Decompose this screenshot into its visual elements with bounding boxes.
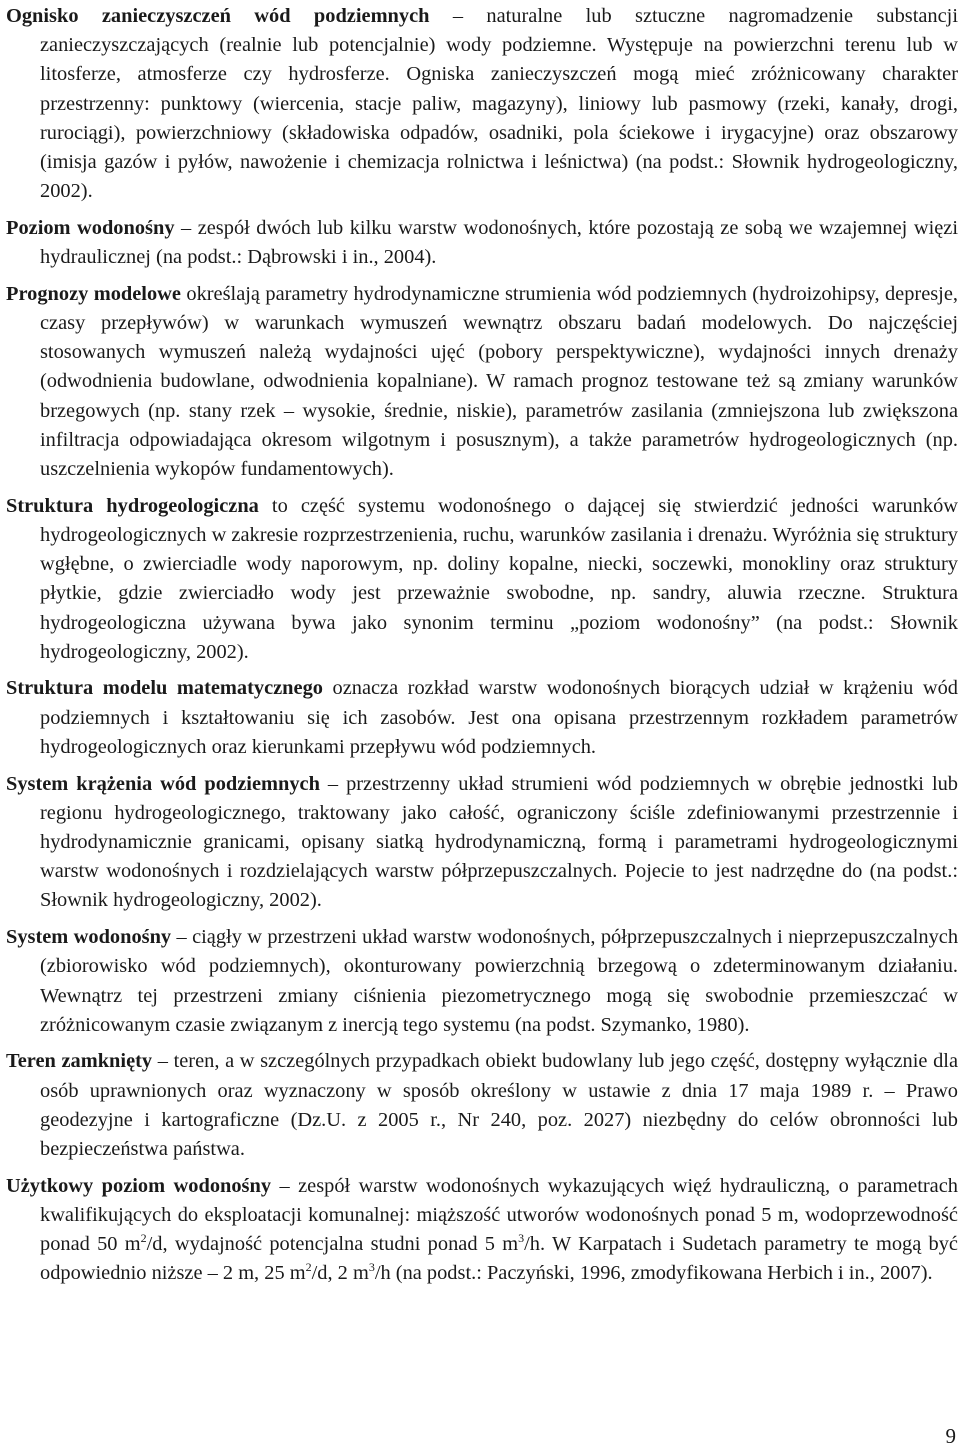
entry-definition: – zespół warstw wodonośnych wykazujących więź hydrauliczną, o parametrach kwalifikujących do eksploatacji komunalnej: miąższość utworów wodonośnych ponad 5 m, wodoprzewodność ponad 50 m [40, 1174, 958, 1256]
entry-definition: określają parametry hydrodynamiczne strumienia wód podziemnych (hydroizohipsy, depresje, czasy przepływów) w warunkach wymuszeń wewnątrz obszaru badań modelowych. Do najczęściej stosowanych wymuszeń należą wydajności ujęć (pobory perspektywiczne), wydajności innych drenaży (odwodnienia budowlane, odwodnienia kopalniane). W ramach prognoz testowane też są zmiany warunków brzegowych (np. stany rzek – wysokie, średnie, niskie), parametrów zasilania (zmniejszona lub zwiększona infiltracja odpowiadająca okresom wilgotnym i posusznym), a także parametrów hydrogeologicznych (np. uszczelnienia wykopów fundamentowych). [40, 282, 958, 481]
entry-term: Prognozy modelowe [6, 282, 181, 305]
entry-definition: /d, 2 m [311, 1262, 369, 1285]
glossary-entry [6, 923, 958, 1040]
entry-definition: – teren, a w szczególnych przypadkach obiekt budowlany lub jego część, dostępny wyłącznie dla osób uprawnionych oraz wyznaczony w sposób określony w ustawie z dnia 17 maja 1989 r. – Prawo geodezyjne i kartograficzne (Dz.U. z 2005 r., Nr 240, poz. 2027) niezbędny do celów obronności lub bezpieczeństwa państwa. [40, 1050, 959, 1161]
glossary-entry [6, 2, 958, 206]
entry-term: Ognisko zanieczyszczeń wód podziemnych [6, 5, 430, 27]
page-number: 9 [945, 1424, 956, 1448]
glossary-entry [6, 1172, 958, 1289]
entry-term: System krążenia wód podziemnych [6, 772, 320, 795]
entry-definition: – zespół dwóch lub kilku warstw wodonośnych, które pozostają ze sobą we wzajemnej więzi hydraulicznej (na podst.: Dąbrowski i in., 2004). [40, 216, 959, 269]
entry-term: Poziom wodonośny [6, 216, 175, 239]
entry-term: Teren zamknięty [6, 1050, 153, 1073]
superscript: 2 [305, 1260, 312, 1275]
entry-definition: oznacza rozkład warstw wodonośnych biorących udział w krążeniu wód podziemnych i kształtowaniu się ich zasobów. Jest ona opisana przestrzennym rozkładem parametrów hydrogeologicznych oraz kierunkami przepływu wód podziemnych. [40, 677, 958, 758]
entry-definition: to część systemu wodonośnego o dającej się stwierdzić jedności warunków hydrogeologicznych w zakresie rozprzestrzenienia, ruchu, warunków zasilania i drenażu. Wyróżnia się struktury wgłębne, o zwierciadle wody naporowym, np. doliny kopalne, niecki, soczewki, monokliny oraz struktury płytkie, gdzie zwierciadło wody jest przeważnie swobodne, np. sandry, aluwia rzeczne. Struktura hydrogeologiczna używana bywa jako synonim terminu „poziom wodonośny” (na podst.: Słownik hydrogeologiczny, 2002). [40, 494, 958, 663]
entry-definition: /h. W Karpatach i Sudetach parametry te mogą być odpowiednio niższe – 2 m, 25 m [40, 1233, 958, 1285]
glossary-entry [6, 492, 958, 667]
superscript: 3 [518, 1231, 525, 1246]
entry-term: Użytkowy poziom wodonośny [6, 1174, 272, 1197]
glossary-entry [6, 280, 958, 484]
superscript: 2 [140, 1231, 147, 1246]
superscript: 3 [368, 1260, 375, 1275]
entry-definition: – naturalne lub sztuczne nagromadzenie substancji zanieczyszczających (realnie lub potencjalnie) wody podziemne. Występuje na powierzchni terenu lub w litosferze, atmosferze czy hydrosferze. Ogniska zanieczyszczeń mogą mieć zróżnicowany charakter przestrzenny: punktowy (wiercenia, stacje paliw, magazyny), liniowy lub pasmowy (rzeki, kanały, drogi, rurociągi), powierzchniowy (składowiska odpadów, osadniki, pola ściekowe i irygacyjne) oraz obszarowy (imisja gazów i pyłów, nawożenie i chemizacja rolnictwa i leśnictwa) (na podst.: Słownik hydrogeologiczny, 2002). [40, 5, 958, 203]
glossary-entries [6, 2, 958, 1296]
glossary-entry [6, 770, 958, 916]
entry-definition: – ciągły w przestrzeni układ warstw wodonośnych, półprzepuszczalnych i nieprzepuszczalnych (zbiorowisko wód podziemnych), okonturowany powierzchnią brzegową o zdeterminowanym działaniu. Wewnątrz tej przestrzeni zmiany ciśnienia piezometrycznego mogą się swobodnie przemieszczać w zróżnicowanym czasie związanym z inercją tego systemu (na podst. Szymanko, 1980). [40, 926, 959, 1036]
glossary-entry [6, 214, 958, 272]
entry-definition: – przestrzenny układ strumieni wód podziemnych w obrębie jednostki lub regionu hydrogeologicznego, traktowany jako całość, ograniczony ściśle zdefiniowanymi przestrzennie i hydrodynamicznie granicami, opisany siatką hydrodynamiczną, formą i parametrami hydrogeologicznymi warstw wodonośnych i rozdzielających warstw półprzepuszczalnych. Pojecie to jest nadrzędne do (na podst.: Słownik hydrogeologiczny, 2002). [40, 772, 958, 912]
entry-definition: /d, wydajność potencjalna studni ponad 5 m [146, 1233, 519, 1256]
entry-term: System wodonośny [6, 926, 172, 949]
entry-term: Struktura modelu matematycznego [6, 677, 323, 700]
entry-term: Struktura hydrogeologiczna [6, 494, 259, 517]
glossary-entry [6, 674, 958, 762]
entry-definition: /h (na podst.: Paczyński, 1996, zmodyfikowana Herbich i in., 2007). [374, 1262, 933, 1285]
glossary-entry [6, 1047, 958, 1164]
